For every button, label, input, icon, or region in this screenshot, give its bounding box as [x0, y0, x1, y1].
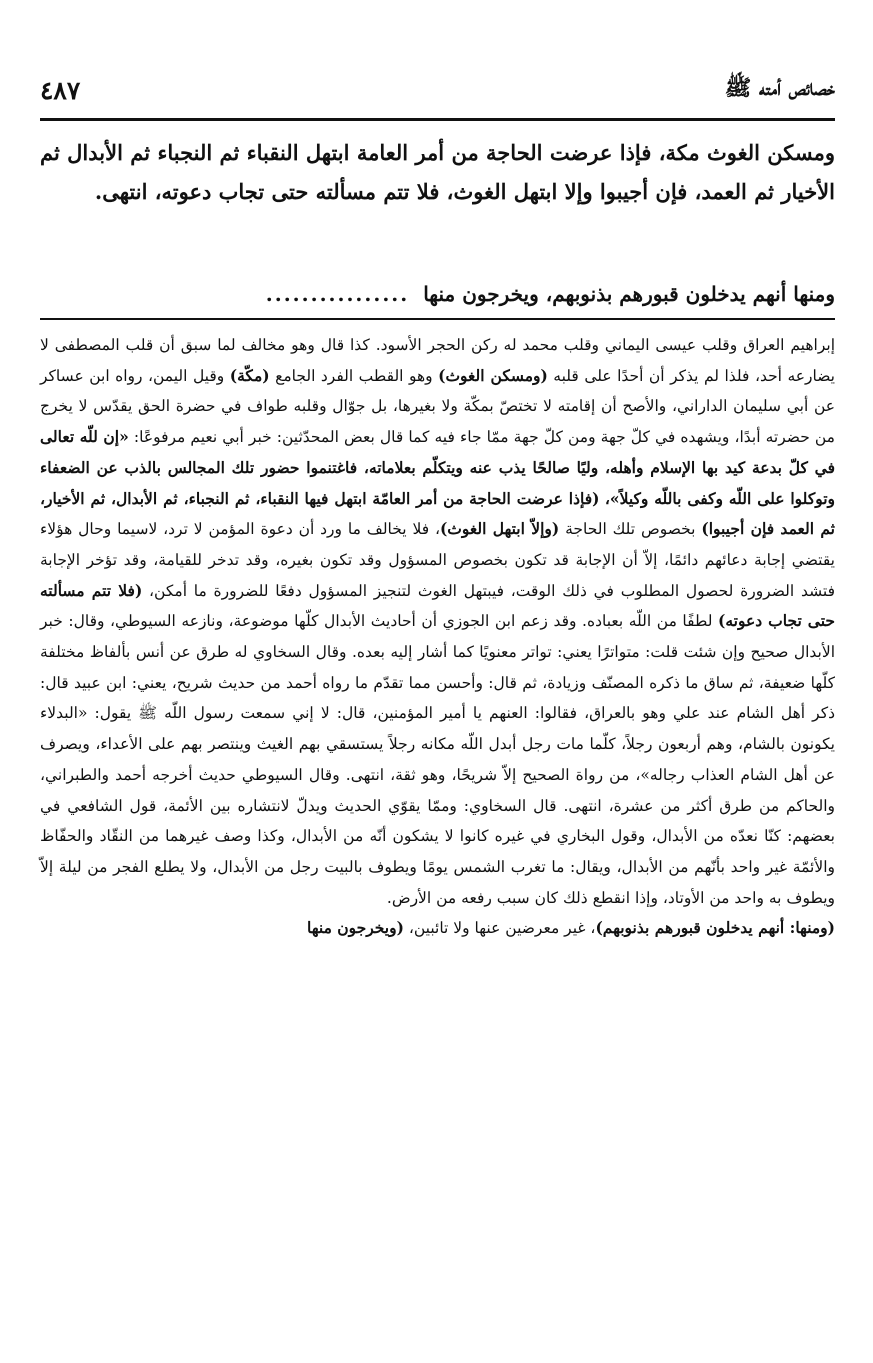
- commentary-run: بخصوص تلك الحاجة: [559, 520, 702, 539]
- page-number: ٤٨٧: [40, 75, 81, 105]
- commentary-run: وقيل اليمن، رواه ابن عساكر عن أبي سليمان الداراني، والأصح أن إقامته لا تختصّ بمكّة ولا بغيرها، بل جوّال وقلبه طواف في حضرة الحق يقدّس لا يخرج من حضرته أبدًا، ويشهده في كلّ جهة ومن كلّ جهة ممّا جاء فيه كما قال بعض المحدّثين: خبر أبي نعيم مرفوعًا:: [40, 366, 835, 447]
- quoted-phrase: (فلا تتم مسألته حتى تجاب دعوته): [40, 580, 835, 631]
- commentary-run: إبراهيم العراق وقلب عيسى اليماني وقلب محمد له ركن الحجر الأسود. كذا قال وهو مخالف لما سبق أن قلب المصطفى لا يضارعه أحد، فلذا لم يذكر أن أحدًا على قلبه: [40, 336, 835, 385]
- section-divider: [40, 318, 835, 320]
- commentary-paragraph-1: [40, 330, 835, 913]
- commentary-run: ، فلا يخالف ما ورد أن دعوة المؤمن لا ترد، لاسيما وحال هؤلاء يقتضي إجابة دعائهم دائمًا، إلاّ أن الإجابة قد تكون بخصوص المسؤول وقد تكون بغيره، وقد تدخر للقيامة، وقد تؤخر الإجابة فتشد الضرورة لحصول المطلوب في ذلك الوقت، فيبتهل الغوث لتنجيز المسؤول دفعًا للضرورة ما أمكن،: [40, 520, 835, 600]
- running-title: خصائص أمته ﷺ: [724, 75, 835, 101]
- quoted-phrase: (وإلاّ ابتهل الغوث): [439, 519, 560, 539]
- next-section-lead: [40, 276, 835, 312]
- quoted-phrase: (مكّة): [229, 365, 270, 385]
- leader-dots: ................: [265, 282, 410, 306]
- commentary-run: ، غير معرضين عنها ولا تائبين،: [403, 919, 596, 938]
- hadith-quote: «إن للّه تعالى في كلّ بدعة كيد بها الإسلام وأهله، وليًا صالحًا يذب عنه ويتكلّم بعلاماته، فاغتنموا حضور تلك المجالس بالذب عن الضعفاء وتوكلوا على اللّه وكفى باللّه وكيلاً»،: [40, 427, 836, 508]
- quoted-phrase: (ومنها: أنهم يدخلون قبورهم بذنوبهم): [595, 918, 835, 938]
- page-header: [40, 68, 835, 112]
- quoted-phrase: (فإذا عرضت الحاجة من أمر العامّة ابتهل فيها النقباء، ثم النجباء، ثم الأبدال، ثم الأخيار، ثم العمد فإن أجيبوا): [40, 488, 835, 539]
- main-text-paragraph: ومسكن الغوث مكة، فإذا عرضت الحاجة من أمر العامة ابتهل النقباء ثم النجباء ثم الأبدال ثم الأخيار ثم العمد، فإن أجيبوا وإلا ابتهل الغوث، فلا تتم مسألته حتى تجاب دعوته، انتهى.: [40, 140, 835, 204]
- commentary-run: لطفًا من اللّه بعباده. وقد زعم ابن الجوزي أن أحاديث الأبدال كلّها موضوعة، ونازعه السيوطي، وقال: خبر الأبدال صحيح وإن شئت قلت: متواترًا يعني: تواتر معنويًا كما أشار إليه بعده. وقال السخاوي له طرق عن أنس بألفاظ مختلفة كلّها ضعيفة، ثم ساق ما ذكره المصنّف وزيادة، ثم قال: وأحسن مما تقدّم ما رواه أحمد من حديث شريح، يعني: ابن عبيد قال: ذكر أهل الشام عند علي وهو بالعراق، فقالوا: العنهم يا أمير المؤمنين، قال: لا إني سمعت رسول اللّه ﷺ يقول: «البدلاء يكونون بالشام، وهم أربعون رجلاً، كلّما مات رجل أبدل اللّه مكانه رجلاً يستسقي بهم الغيث وينتصر بهم على الأعداء، ويصرف عن أهل الشام العذاب رجاله»، من رواة الصحيح إلاّ شريحًا، وهو ثقة، انتهى. وقال السيوطي حديث أخرجه أحمد والطبراني، والحاكم من طرق أكثر من عشرة، انتهى. قال السخاوي: وممّا يقوّي الحديث ويدلّ لانتشاره بين الأئمة، قول الشافعي في بعضهم: كنّا نعدّه من الأبدال، وقول البخاري في غيره كانوا لا يشكون أنّه من الأبدال، وكذا وصف غيرهما من النقّاد والحفّاظ والأئمّة غير واحد بأنّهم من الأبدال، ويقال: ما تغرب الشمس يومًا ويطوف بالبيت رجل من الأبدال، ولا يطلع الفجر من ليلة إلاّ ويطوف به واحد من الأوتاد، وإذا انقطع ذلك كان سبب رفعه من الأرض.: [40, 612, 835, 907]
- main-text: [40, 133, 835, 211]
- header-rule: [40, 118, 835, 121]
- next-section-lead-text: ومنها أنهم يدخلون قبورهم بذنوبهم، ويخرجون منها: [423, 282, 835, 306]
- commentary-run: وهو القطب الفرد الجامع: [269, 366, 439, 385]
- commentary: [40, 330, 835, 944]
- commentary-paragraph-2: [40, 913, 835, 944]
- quoted-phrase: (ومسكن الغوث): [438, 365, 548, 385]
- quoted-phrase: (ويخرجون منها: [307, 918, 404, 938]
